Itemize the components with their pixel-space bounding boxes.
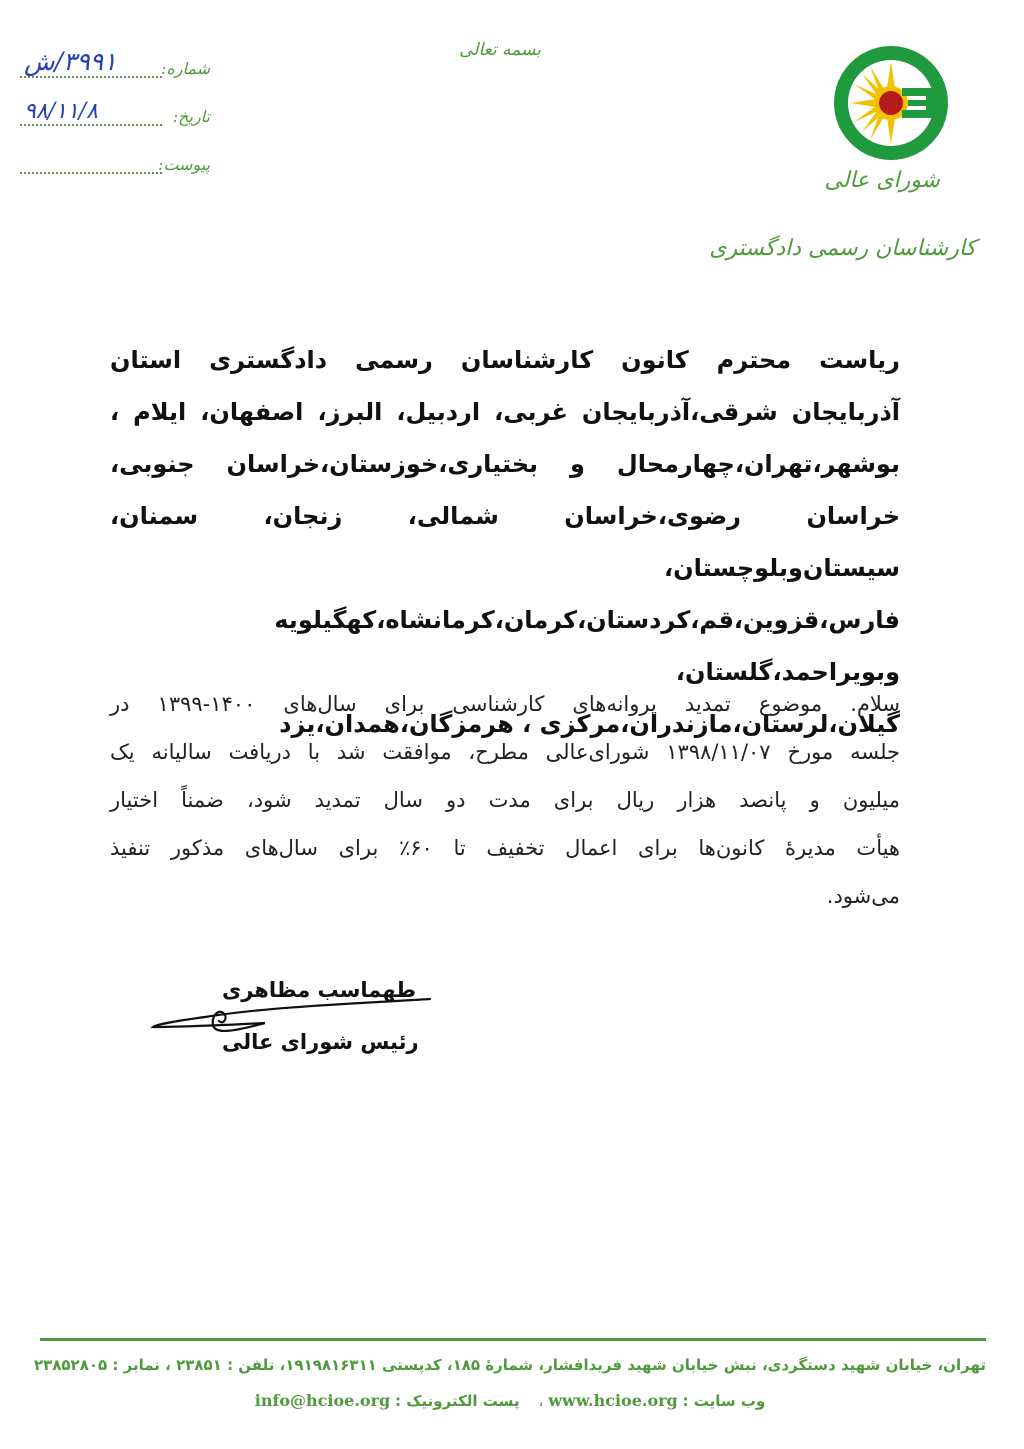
- addressee-line: گیلان،لرستان،مازندران،مرکزی ، هرمزگان،همدان،یزد: [279, 710, 900, 738]
- addressee-line: بوشهر،تهران،چهارمحال و بختیاری،خوزستان،خراسان جنوبی،: [110, 450, 900, 478]
- footer-address: تهران، خیابان شهید دستگردی، نبش خیابان شهید فریدافشار، شمارهٔ ۱۸۵، کدپستی ۱۹۱۹۸۱۶۳۱۱، تلفن : ۲۳۸۵۱ ، نمابر : ۲۳۸۵۲۸۰۵: [33, 1356, 986, 1374]
- attachment-row: [20, 136, 210, 184]
- email-label: پست الکترونیک :: [394, 1392, 520, 1410]
- footer-divider: [40, 1338, 986, 1341]
- body-line: جلسه مورخ ۱۳۹۸/۱۱/۰۷ شورای‌عالی مطرح، موافقت شد با دریافت سالیانه یک: [110, 740, 901, 764]
- number-row: [20, 40, 210, 88]
- basmala: بسمه تعالی: [459, 40, 541, 60]
- signatory-name: طهماسب مظاهری: [222, 978, 417, 1002]
- body-line: هیأت مدیرهٔ کانون‌ها برای اعمال تخفیف تا ۶۰٪ برای سال‌های مذکور تنفیذ: [110, 836, 901, 860]
- number-value: ۳۹۹۱/ش: [24, 47, 117, 76]
- body-line: می‌شود.: [826, 884, 900, 908]
- addressee-line: فارس،قزوین،قم،کردستان،کرمان،کرمانشاه،کهگیلویه وبویراحمد،گلستان،: [274, 606, 900, 686]
- date-row: [20, 88, 210, 136]
- footer-contacts: وب سایت : www.hcioe.org ، پست الکترونیک : info@hcioe.org: [254, 1391, 766, 1410]
- org-name-line2: کارشناسان رسمی دادگستری: [709, 236, 976, 261]
- website-label: وب سایت :: [682, 1392, 766, 1410]
- number-label: شماره:: [160, 59, 210, 78]
- email-link[interactable]: info@hcioe.org: [254, 1391, 391, 1410]
- council-logo-icon: [832, 44, 950, 162]
- signatory-title: رئیس شورای عالی: [222, 1030, 419, 1054]
- org-name-line1: شورای عالی: [824, 168, 940, 193]
- addressee-line: آذربایجان شرقی،آذربایجان غربی، اردبیل، البرز، اصفهان، ایلام ،: [110, 398, 900, 426]
- date-value: ۹۸/۱۱/۸: [24, 99, 98, 124]
- attachment-label: پیوست:: [157, 155, 210, 174]
- body-line: میلیون و پانصد هزار ریال برای مدت دو سال تمدید شود، ضمناً اختیار: [110, 788, 900, 812]
- website-link[interactable]: www.hcioe.org: [548, 1391, 678, 1410]
- letter-meta: [20, 40, 210, 184]
- body-line: سلام. موضوع تمدید پروانه‌های کارشناسی برای سال‌های ۱۴۰۰-۱۳۹۹ در: [110, 692, 900, 716]
- attachment-dotted-line: [20, 171, 162, 174]
- letter-body: [110, 680, 900, 920]
- addressee-line: ریاست محترم کانون کارشناسان رسمی دادگستری استان: [110, 346, 900, 374]
- addressee-line: خراسان رضوی،خراسان شمالی، زنجان، سمنان، سیستان‌وبلوچستان،: [110, 502, 900, 582]
- date-label: تاریخ:: [172, 107, 210, 126]
